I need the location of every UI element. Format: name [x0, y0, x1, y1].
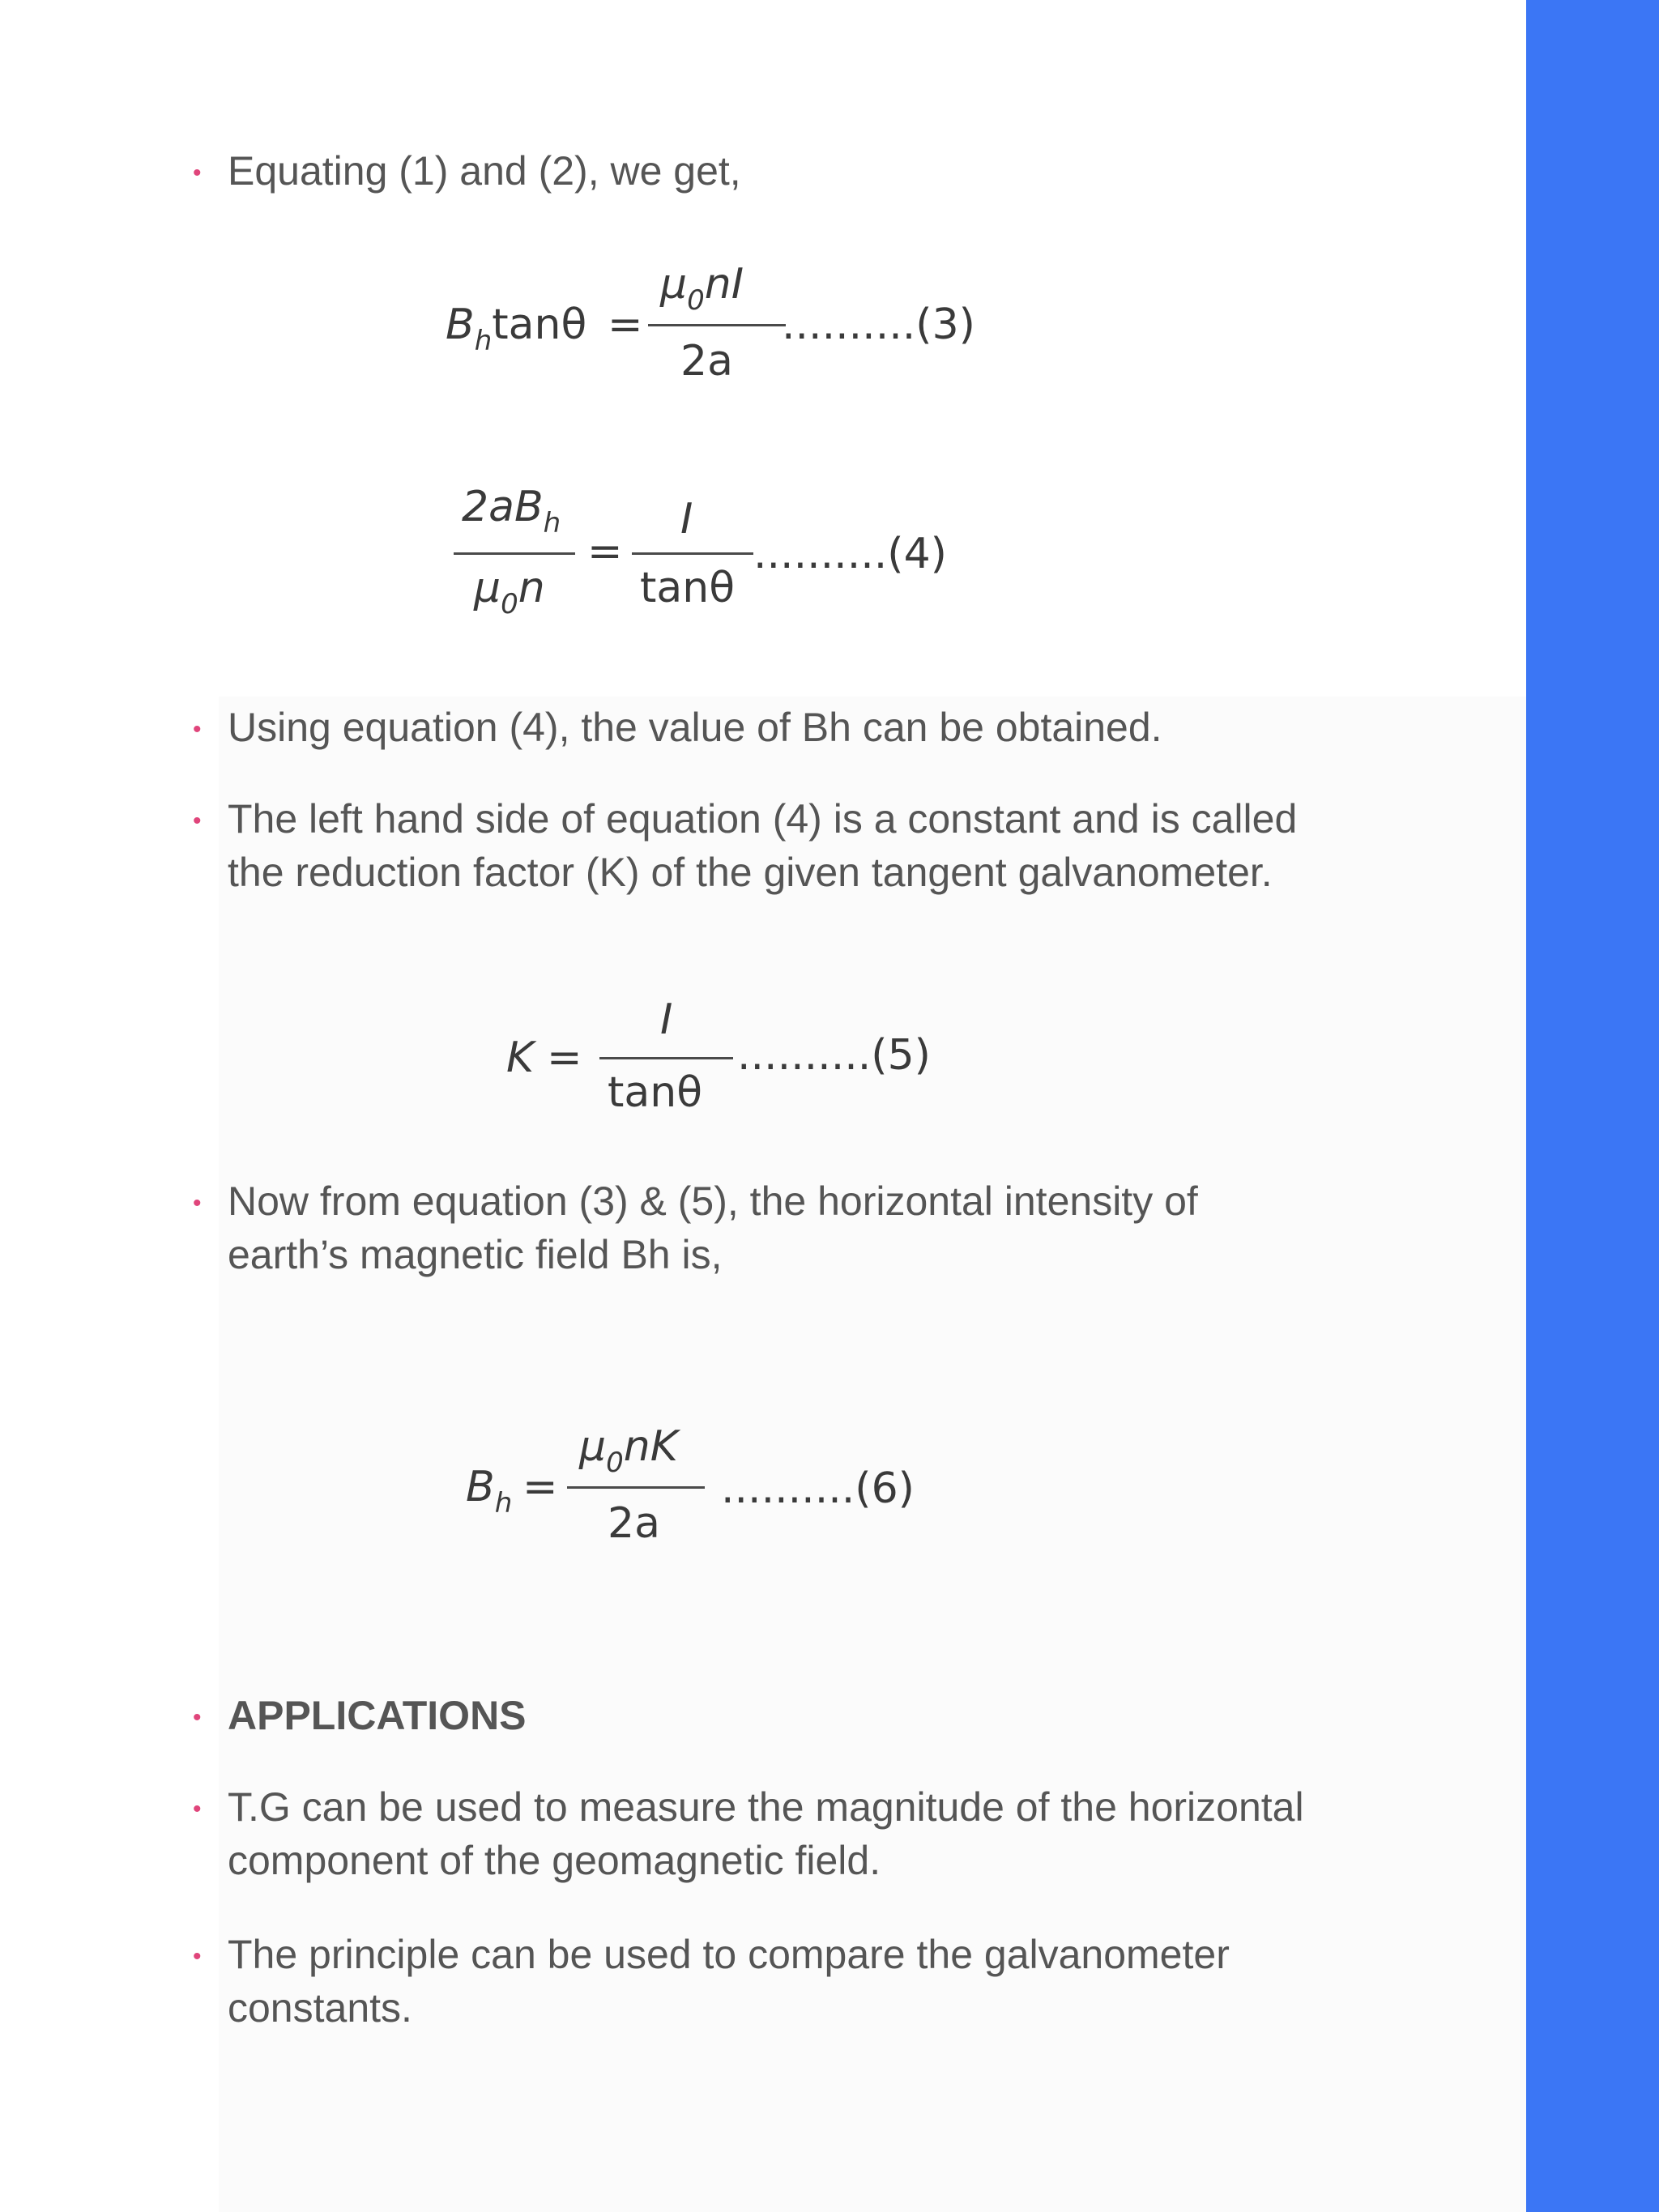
eq6-lhs: $B_h$	[466, 1463, 513, 1519]
eq6-numerator: $\mu_0nK$	[579, 1422, 678, 1479]
equation-3	[446, 259, 1013, 397]
bullet-marker: •	[193, 716, 202, 743]
eq4-left-fraction-bar	[454, 552, 575, 555]
accent-side-bar	[1526, 0, 1659, 2212]
eq3-fraction-bar	[648, 324, 786, 326]
eq6-denominator: 2a	[608, 1499, 660, 1548]
eq5-tag: ..........(5)	[737, 1031, 931, 1080]
eq3-lhs: $B_h\tan\theta$	[446, 300, 587, 357]
bullet-marker: •	[193, 1190, 202, 1217]
eq5-denominator: tanθ	[608, 1068, 703, 1117]
eq3-tag: ..........(3)	[782, 300, 975, 349]
eq4-right-denominator: tanθ	[640, 564, 736, 612]
eq3-equals: =	[608, 300, 643, 349]
bullet-text: T.G can be used to measure the magnitude of the horizontal component of the geomagnetic field.	[228, 1784, 1304, 1883]
eq6-fraction-bar	[567, 1486, 705, 1489]
bullet-marker: •	[193, 1796, 202, 1822]
bullet-marker: •	[193, 1943, 202, 1970]
eq5-fraction-bar	[599, 1057, 733, 1059]
bullet-text: The left hand side of equation (4) is a constant and is called the reduction factor (K) of the given tangent galvanometer.	[228, 796, 1298, 895]
eq6-tag: ..........(6)	[721, 1464, 915, 1513]
bullet-marker: •	[193, 160, 202, 186]
applications-heading: APPLICATIONS	[228, 1693, 527, 1738]
equation-4	[454, 478, 1021, 624]
eq5-numerator: I	[660, 995, 673, 1044]
eq5-equals: =	[547, 1034, 582, 1082]
bullet-text: Now from equation (3) & (5), the horizontal intensity of earth’s magnetic field Bh is,	[228, 1178, 1198, 1277]
bullet-marker: •	[193, 808, 202, 834]
eq5-lhs: K	[506, 1034, 535, 1082]
bullet-text: Equating (1) and (2), we get,	[228, 148, 741, 194]
eq4-right-fraction-bar	[632, 552, 753, 555]
eq4-left-denominator: $\mu_0n$	[474, 564, 545, 620]
bullet-text: The principle can be used to compare the galvanometer constants.	[228, 1932, 1230, 2031]
eq6-equals: =	[522, 1463, 558, 1511]
eq3-denominator: 2a	[680, 337, 733, 386]
equation-5	[506, 992, 992, 1130]
bullet-marker: •	[193, 1704, 202, 1731]
eq4-tag: ..........(4)	[753, 530, 947, 578]
eq4-right-numerator: I	[680, 495, 693, 543]
eq4-equals: =	[587, 527, 623, 576]
equation-6	[466, 1421, 992, 1559]
bullet-text: Using equation (4), the value of Bh can be obtained.	[228, 705, 1162, 750]
eq3-numerator: $\mu_0nI$	[660, 260, 744, 317]
eq4-left-numerator: $2aB_h$	[462, 483, 561, 539]
